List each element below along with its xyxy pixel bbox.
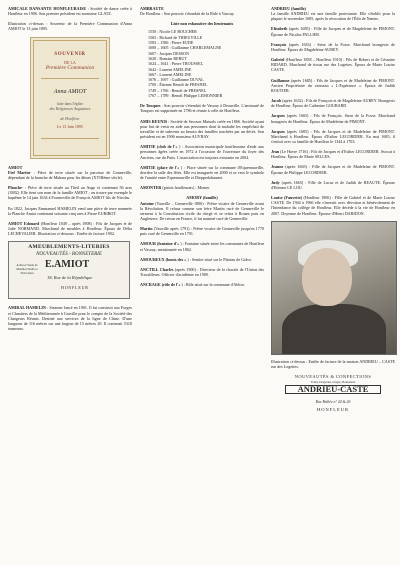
column-left xyxy=(8,6,132,336)
entry-heading: AMONTER xyxy=(140,185,162,191)
card-name: E.AMIOT xyxy=(45,259,90,271)
entry-text: La famille ANDRIEU est une famille protestante. Elle s'établit pour la plupart le novembre 1685, après la révocation de l'Édit de Nantes. xyxy=(271,11,395,22)
list-item: 1676 – 1697 : Guillaume DUVAL xyxy=(148,77,204,83)
subentry-heading: Fief Martin xyxy=(8,169,30,175)
list-item: 1565 : Richard de THIEUVILLE xyxy=(148,34,203,40)
entry-jacques-2 xyxy=(271,129,395,144)
card-text: faite dans l'église xyxy=(56,101,84,106)
entry-amory xyxy=(140,195,264,221)
entry-amitie-club xyxy=(140,144,264,159)
list-item: 1667 : Laurent AMELINE xyxy=(148,71,192,77)
lieutenant-list xyxy=(140,29,264,98)
subentry-heading: Antoine xyxy=(140,200,154,206)
card-town: HONFLEUR xyxy=(316,407,349,412)
subentry-heading: Elisabeth xyxy=(271,26,288,32)
card-text: NOUVEAUTÉS - BONNETERIE xyxy=(36,252,102,258)
list-item: 1600 – 1605 : Guillaume CHARLEMAGNE xyxy=(148,45,222,51)
entry-text: (après 1665) : Fille de Lucas et de Judith de REAUTE. Épouse d'Etienne LE LOU. xyxy=(271,179,395,190)
entry-heading: AMBRAUTE xyxy=(140,6,164,11)
subentry-heading: Guillaume xyxy=(271,77,290,83)
entry-judy xyxy=(271,180,395,190)
ornament-divider xyxy=(41,138,99,139)
entry-amiral xyxy=(8,305,132,331)
entry-text: (après 1685) : Fille de Jacques et de Magdeleine de PIMONT. Épouse de Nicolas PALLIER. xyxy=(271,26,395,37)
entry-heading: AMIOT xyxy=(8,164,23,170)
entry-heading: AMOUREUX (bouts des « xyxy=(140,256,188,262)
subentry-heading: Jacques xyxy=(271,128,285,134)
subentry-heading: Martin xyxy=(140,226,153,232)
entry-text: De Honfleur : Son pouvoir s'étendait de la Ride à Vasouy. xyxy=(140,11,235,17)
entry-amiot-edouard xyxy=(8,221,132,236)
entry-heading: AMIRAL HAMELIN xyxy=(8,305,46,311)
entry-text: (après 1685) : Fils de Jacques et de Madeleine de PIMONT. Ancien Propriétaire du vaisseau « L'Espérance ». Époux de Judith ROUTIER. xyxy=(271,77,395,93)
entry-touques xyxy=(140,103,264,113)
entry-text: ) : Place située sur la commune d'Equemauville, derrière la salle des fêtes. Elle est inaugurée en 2000 et se veut le symbole de l'amitié entre Equemauville et Dieppedalsaunet. xyxy=(140,164,264,181)
list-item: 1607 : Jacques DESSON xyxy=(148,50,190,56)
list-item: 1642 : Laurent AMELINE xyxy=(148,66,192,72)
list-item: 1700 : Étienne Benoît de FRESNEL xyxy=(148,82,208,88)
card-text: SOUVENIR xyxy=(54,51,86,57)
entry-text: - : Pièce de terre située au Theil au Auge et contenant 56 ares (1882). Elle tient son nom de la famille AMIOT ; on trouve par exemple le baptême le 14 juin 1634 à Fourneville de François AMIOT fils de Nicolas. xyxy=(8,185,132,201)
entry-amour xyxy=(140,241,264,251)
subentry-heading: Jean xyxy=(271,149,280,155)
entry-text: (Honfleur 1906) : Fille de Gabriel et de Marie Louise CASTE. De 1944 à 1966 elle s'investit avec dévotion et bénévolement de l'Intendance du collège de Honfleur. Elle décède à la vie de Honfleur en 2007. Doyenne de Honfleur. Épouse d'Henri DARIDON. xyxy=(271,195,395,216)
entry-jeanne xyxy=(271,164,395,174)
entry-heading: ANDRIEU (famille) xyxy=(271,6,306,11)
card-name: ANDRIEU-CASTE xyxy=(285,385,381,394)
entry-amory-martin xyxy=(140,226,264,236)
card-address: Rue Brûlée n° 24 & 26 xyxy=(315,400,351,404)
entry-amis-reunis xyxy=(140,119,264,140)
card-text: Toiles, Draperies, Linges, Bonneterie xyxy=(310,380,356,384)
entry-heading: ANCRAGE (rôle de l'« xyxy=(140,282,182,288)
subentry-heading: Jeanne xyxy=(271,164,284,170)
entry-jean xyxy=(271,149,395,159)
entry-heading: AMOUR (fontaine d'« xyxy=(140,241,181,247)
entry-jacob xyxy=(271,98,395,108)
portrait-face xyxy=(302,248,352,306)
entry-text: ) : Fontaine située entre les communes de Honfleur et Vasouy, mentionnée en 1862. xyxy=(140,241,265,252)
card-text: Le 13 Juin 1895 xyxy=(57,123,83,129)
ornament-divider xyxy=(41,78,99,79)
subentry-heading: Judy xyxy=(271,179,280,185)
card-text: de Honfleur xyxy=(60,115,80,121)
card-text: Achat et Vente de Meubles Neufs et d'Occasion xyxy=(16,263,38,275)
entry-text: En mai 1685, il s'enfuit avec sa famille de Honfleur le 1344 à 1703. xyxy=(271,133,395,144)
column-middle xyxy=(140,6,264,292)
subentry-heading: Planche xyxy=(8,185,22,191)
entry-amiot xyxy=(8,165,132,180)
card-address: 18, Rue de la République xyxy=(47,275,93,281)
entry-andrieu xyxy=(271,6,395,21)
entry-heading: ANCTILL Charles xyxy=(140,266,174,272)
illustration-caption: Illustration ci-dessus : Entête de facture de la maison ANDRIEU – CASTE rue des Logettes. xyxy=(271,358,395,369)
entry-text: (après 1633) : Sieur de la Fosse. Marchand bourgeois de Honfleur. Époux de Magdeleine AUBEY. xyxy=(271,41,395,52)
illustration-caption: Illustration ci-dessus : Souvenir de la Première Communion d'Anna AMIOT le 13 juin 1895. xyxy=(8,21,132,32)
portrait-photo xyxy=(271,221,397,355)
entry-ancrage xyxy=(140,282,264,287)
card-text: AMEUBLEMENTS-LITERIES xyxy=(28,244,110,251)
andrieu-caste-invoice-header-image xyxy=(271,374,395,418)
entry-elisabeth xyxy=(271,26,395,36)
entry-text: ) : Association municipale honfleuraise d'aide aux personnes âgées créée en 1972 à l'occasion de l'ouverture du foyer des Anciens, rue du Puits. L'association est toujours existante en 2004. xyxy=(140,144,264,160)
entry-amitie-place xyxy=(140,165,264,180)
entry-text: - : Pièce de terre située sur la paroisse de Gonneville, dépendant de la branche de Mahara pour les dîmes (XVIIIème siècle). xyxy=(8,169,132,180)
list-title: Liste non exhaustive des lieutenants xyxy=(170,21,234,27)
column-right xyxy=(271,6,395,418)
card-text: NOUVEAUTÉS & CONFECTIONS xyxy=(294,374,372,379)
entry-louise xyxy=(271,195,395,216)
entry-heading: AMICALE DANSANTE HONFLEURAISE xyxy=(8,6,87,11)
entry-heading: AMIS REUNIS xyxy=(140,118,168,124)
list-item: 1620 : Romain REBUT xyxy=(148,55,187,61)
entry-amoureux xyxy=(140,257,264,262)
entry-text: (après 1665) : Fille de Jacques et de Madeleine de PIMONT. Épouse de Philippe LECORDIER. xyxy=(271,164,395,175)
card-text: Première Communion xyxy=(45,64,95,71)
entry-text: (après 1665) : Fils de François. Sieur de la Fosse. Marchand bourgeois de Honfleur. Époux de Madeleine de PIMONT. xyxy=(271,113,395,124)
card-text: des Religieuses Augustines xyxy=(49,106,91,111)
entry-amonter xyxy=(140,185,264,190)
invoice-header-image xyxy=(8,241,130,299)
entry-text: (patois honfleurais) : Monter xyxy=(161,185,210,191)
entry-heading: AMITIE (place de l'« xyxy=(140,164,181,170)
entry-text: ) : Rôle situé sur la commune d'Ablon. xyxy=(181,282,245,288)
entry-text: (après 1685) : Fils de Jacques et de Madeleine de PIMONT. Marchand à Honfleur. Époux d'Esther LECORDIER. xyxy=(271,128,395,139)
entry-text: (Le Havre 1716) : Fils de Jacques et d'Esther LECORDIER. Avocat à Honfleur. Époux de Marie SELLES. xyxy=(271,149,395,160)
card-town: HONFLEUR xyxy=(61,285,89,291)
entry-text: En 1822, Jacques Emmanuel HAMELIN vend une pièce de terre nommée la Planche Amiot contenant soixante cinq ares à Pierre EURIBOT. xyxy=(8,205,132,216)
entry-text: (après 1900) : Directeur de la chorale de l'Union des Travailleurs. Officier d'académie en 1900. xyxy=(140,266,264,278)
list-item: 1550 : Nicole LE BOUCHER xyxy=(148,29,197,35)
entry-text: : Steamer lancé en 1901. Il fut construit aux Forges et Chantiers de la Méditerranée à Graville pour le compte de la Société des Chargeurs Réunis. Destiné aux services de la ligne de Chine. D'une longueur de 116 mètres sur une largeur de 15 mètres 20. Il contenait 5310 tonneaux. xyxy=(8,305,132,331)
subentry-heading: François xyxy=(271,41,287,47)
entry-text: (après 1632) : Fils de François et de Magdeleine AUBEY. Bourgeois de Honfleur. Époux de Catherine GOUBARD. xyxy=(271,98,395,109)
list-item: 1767 – 1789 : Benoît Philippe LEMONNIER xyxy=(148,93,223,99)
subentry-heading: Gabriel xyxy=(271,57,285,63)
entry-text: : Société de Secours Mutuels créée en 1866. Société ayant pour but de venir en aide aux personnes dont la maladie les empêchait de travailler et de subvenir au besoin des familles touchées par un décès. Son président est en 1906 monsieur AUVRAY. xyxy=(140,118,264,140)
entry-francois xyxy=(271,42,395,52)
entry-heading: AMIOT Edouard xyxy=(8,220,40,226)
list-item: 1749 – 1766 : Benoît de FRESNEL xyxy=(148,87,207,93)
entry-ambraute xyxy=(140,6,264,16)
portrait-shoulders xyxy=(282,304,386,355)
entry-heading: AMORY (famille) xyxy=(186,195,218,201)
entry-text: : Société de danse créée à Honfleur en 1906. Son premier président est monsieur GLATZ. xyxy=(8,6,132,17)
entry-guillaume xyxy=(271,78,395,93)
list-item: 1624 – 1641 : Pierre TROUSSEL xyxy=(148,61,204,67)
entry-text: (Vauville – Genneville 1806) : Prêtre vicaire de Genneville avant la Révolution. Il refusa comme son frère Martin curé de Genneville le serment à la Constitution civile du clergé et se retira à Rouen puis en Angleterre. De retour en France, il fut nommé curé de Genneville. xyxy=(140,200,264,221)
entry-amicale xyxy=(8,6,132,16)
entry-jacques-1 xyxy=(271,113,395,123)
entry-anctill xyxy=(140,267,264,277)
entry-heading: De Touques xyxy=(140,103,161,109)
entry-heading: AMITIE (club de l'« xyxy=(140,144,180,150)
entry-gabriel xyxy=(271,57,395,72)
subentry-heading: Louise (Fauvette) xyxy=(271,195,303,201)
entry-amiot-planche xyxy=(8,185,132,200)
card-text: Anna AMIOT xyxy=(53,88,87,95)
entry-text: (Vauville après 1791) : Prêtre vicaire de Genneville jusqu'en 1770 puis curé de Genneville en 1791. xyxy=(140,226,264,237)
entry-text: (Honfleur 1858 – Honfleur 1910) : Fils de Robert et de Césarine BIDARD. Marchand de tissus rue des Logettes. Époux de Marie Louise CASTE. xyxy=(271,57,395,73)
list-item: 1583 – 1586 : Pierre EUDE xyxy=(148,40,194,46)
entry-text: ) : Sentier situé sur le Plateau de Grâce. xyxy=(187,256,252,262)
first-communion-card-image xyxy=(30,37,110,159)
subentry-heading: Jacques xyxy=(271,113,285,119)
subentry-heading: Jacob xyxy=(271,98,282,104)
entry-text: (Honfleur 1849 – après 1908) : Fils de Jacques et de Julie NORMAND. Marchand de meubles à Honfleur. Époux de Délia LECHEVALIER. Illustration ci-dessous : Entête de facture 1902. xyxy=(8,220,132,237)
card-text: DE LA xyxy=(64,59,76,65)
entry-text: : Son pouvoir s'étendait de Vasouy à Deauville. L'amirauté de Touques est supprimée en 1786 et réunie à celle de Honfleur. xyxy=(140,103,264,114)
